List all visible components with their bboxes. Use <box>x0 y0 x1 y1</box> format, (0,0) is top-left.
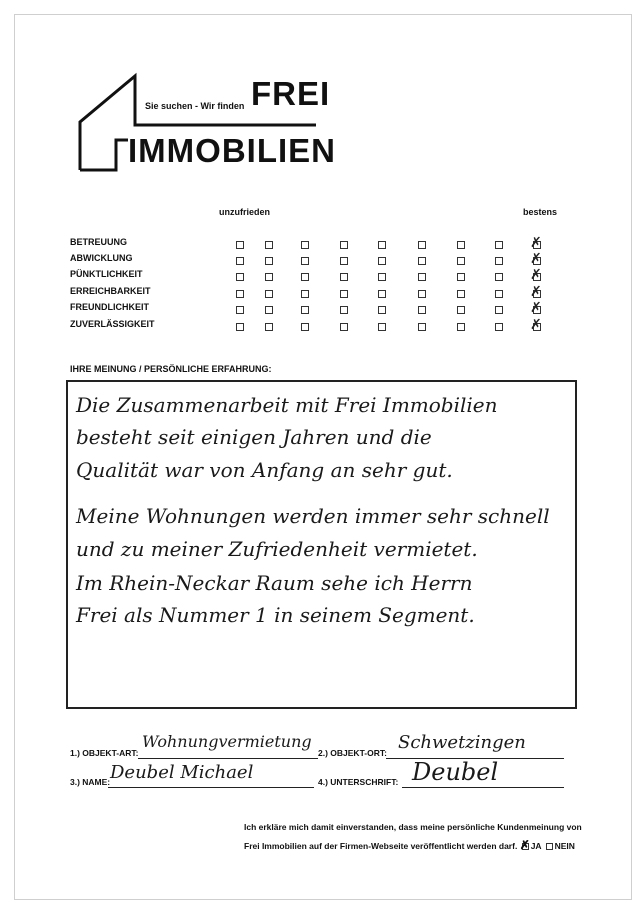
rating-checkbox[interactable] <box>457 323 465 331</box>
rating-checkbox[interactable] <box>495 273 503 281</box>
rating-checkbox[interactable] <box>457 241 465 249</box>
rating-check-mark: ✗ <box>530 284 542 300</box>
opinion-label: IHRE MEINUNG / PERSÖNLICHE ERFAHRUNG: <box>70 364 272 374</box>
rating-checkbox[interactable] <box>418 306 426 314</box>
rating-checkbox[interactable] <box>418 273 426 281</box>
rating-checkbox[interactable] <box>340 257 348 265</box>
rating-checkbox[interactable] <box>378 290 386 298</box>
rating-checkbox[interactable] <box>236 306 244 314</box>
opinion-line: Die Zusammenarbeit mit Frei Immobilien <box>76 393 498 417</box>
object-type-value[interactable]: Wohnungvermietung <box>142 732 312 751</box>
rating-checkbox[interactable] <box>340 290 348 298</box>
rating-checkbox[interactable] <box>301 241 309 249</box>
scale-low-label: unzufrieden <box>219 207 270 217</box>
rating-check-mark: ✗ <box>530 300 542 316</box>
consent-no-label: NEIN <box>554 841 575 851</box>
rating-checkbox[interactable] <box>265 290 273 298</box>
rating-checkbox[interactable] <box>340 306 348 314</box>
criterion-label: ZUVERLÄSSIGKEIT <box>70 319 155 329</box>
rating-checkbox[interactable] <box>457 306 465 314</box>
opinion-line: Qualität war von Anfang an sehr gut. <box>76 458 453 482</box>
criterion-label: ERREICHBARKEIT <box>70 286 151 296</box>
consent-no-checkbox[interactable] <box>546 843 553 850</box>
rating-check-mark: ✗ <box>530 235 542 251</box>
rating-checkbox[interactable] <box>340 241 348 249</box>
rating-checkbox[interactable] <box>236 273 244 281</box>
consent-row <box>244 838 575 853</box>
rating-checkbox[interactable] <box>495 290 503 298</box>
logo-tagline: Sie suchen - Wir finden <box>145 101 245 111</box>
rating-check-mark: ✗ <box>530 267 542 283</box>
rating-checkbox[interactable] <box>457 290 465 298</box>
rating-checkbox[interactable] <box>301 257 309 265</box>
rating-checkbox[interactable] <box>495 241 503 249</box>
consent-yes-label: JA <box>530 841 542 851</box>
criterion-label: ABWICKLUNG <box>70 253 133 263</box>
rating-checkbox[interactable] <box>378 306 386 314</box>
signature-line <box>402 787 564 788</box>
rating-checkbox[interactable] <box>236 257 244 265</box>
object-type-label: 1.) OBJEKT-ART: <box>70 748 139 758</box>
opinion-line: Im Rhein-Neckar Raum sehe ich Herrn <box>76 571 473 595</box>
opinion-line: und zu meiner Zufriedenheit vermietet. <box>76 537 478 561</box>
opinion-line: Frei als Nummer 1 in seinem Segment. <box>76 603 475 627</box>
rating-checkbox[interactable] <box>378 323 386 331</box>
rating-checkbox[interactable] <box>265 323 273 331</box>
rating-checkbox[interactable] <box>418 323 426 331</box>
signature-value[interactable]: Deubel <box>412 758 499 786</box>
criterion-label: BETREUUNG <box>70 237 128 247</box>
consent-yes-check-mark: ✗ <box>519 838 530 853</box>
rating-check-mark: ✗ <box>530 317 542 333</box>
rating-checkbox[interactable] <box>495 306 503 314</box>
object-type-line <box>138 758 318 759</box>
consent-text-line1: Ich erkläre mich damit einverstanden, dass meine persönliche Kundenmeinung von <box>244 822 582 832</box>
opinion-line: Meine Wohnungen werden immer sehr schnell <box>76 504 550 528</box>
rating-checkbox[interactable] <box>495 257 503 265</box>
rating-checkbox[interactable] <box>340 323 348 331</box>
rating-checkbox[interactable] <box>265 257 273 265</box>
object-location-value[interactable]: Schwetzingen <box>398 732 526 753</box>
consent-yes-checkbox[interactable] <box>519 838 530 853</box>
scale-high-label: bestens <box>523 207 558 217</box>
rating-checkbox[interactable] <box>418 257 426 265</box>
rating-checkbox[interactable] <box>265 306 273 314</box>
rating-check-mark: ✗ <box>530 251 542 267</box>
logo-brand-frei: FREI <box>251 75 331 112</box>
logo-brand-immobilien: IMMOBILIEN <box>128 132 336 169</box>
rating-checkbox[interactable] <box>378 273 386 281</box>
rating-checkbox[interactable] <box>236 290 244 298</box>
criterion-label: FREUNDLICHKEIT <box>70 302 149 312</box>
rating-checkbox[interactable] <box>265 273 273 281</box>
rating-checkbox[interactable] <box>301 323 309 331</box>
rating-checkbox[interactable] <box>378 257 386 265</box>
rating-checkbox[interactable] <box>457 273 465 281</box>
rating-checkbox[interactable] <box>418 290 426 298</box>
rating-checkbox[interactable] <box>236 241 244 249</box>
rating-checkbox[interactable] <box>378 241 386 249</box>
signature-label: 4.) UNTERSCHRIFT: <box>318 777 399 787</box>
object-location-label: 2.) OBJEKT-ORT: <box>318 748 387 758</box>
opinion-line: besteht seit einigen Jahren und die <box>76 425 432 449</box>
rating-checkbox[interactable] <box>301 290 309 298</box>
rating-checkbox[interactable] <box>495 323 503 331</box>
name-line <box>108 787 314 788</box>
rating-checkbox[interactable] <box>301 273 309 281</box>
rating-checkbox[interactable] <box>340 273 348 281</box>
company-logo <box>78 70 336 175</box>
rating-checkbox[interactable] <box>236 323 244 331</box>
name-value[interactable]: Deubel Michael <box>110 762 254 783</box>
rating-checkbox[interactable] <box>301 306 309 314</box>
consent-text-line2: Frei Immobilien auf der Firmen-Webseite veröffentlicht werden darf. <box>244 841 518 851</box>
criterion-label: PÜNKTLICHKEIT <box>70 269 143 279</box>
rating-checkbox[interactable] <box>418 241 426 249</box>
name-label: 3.) NAME: <box>70 777 111 787</box>
rating-checkbox[interactable] <box>265 241 273 249</box>
rating-checkbox[interactable] <box>457 257 465 265</box>
